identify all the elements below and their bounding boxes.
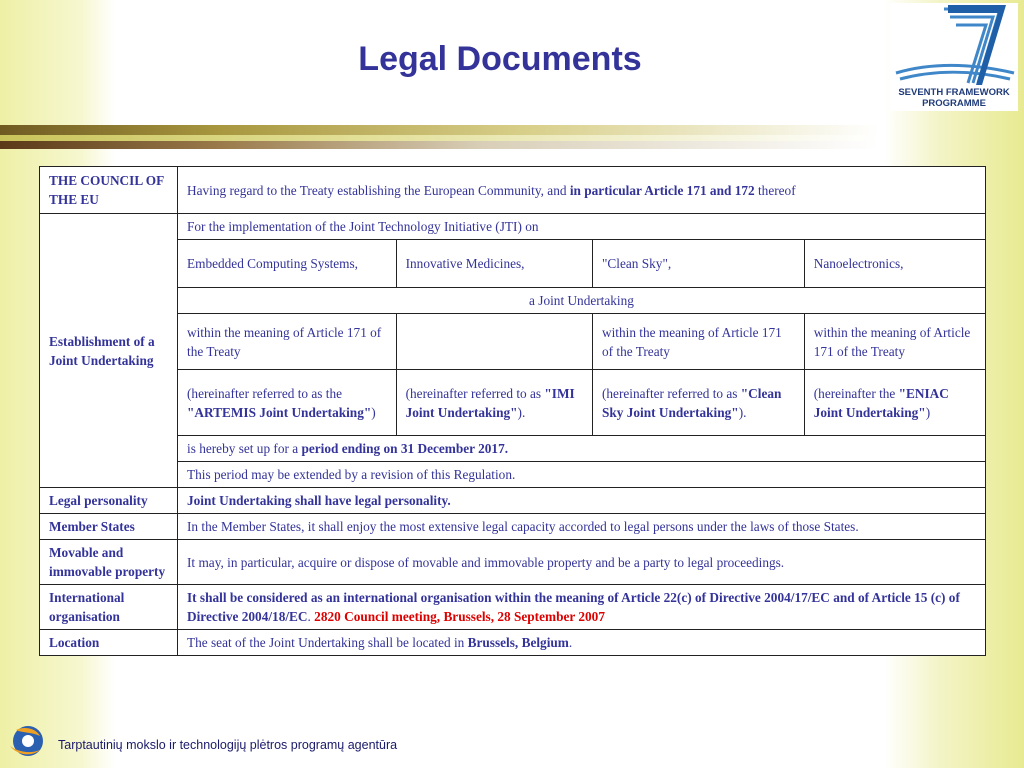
council-text-a: Having regard to the Treaty establishing the European Community, and: [187, 182, 570, 198]
implementation-text: For the implementation of the Joint Technology Initiative (JTI) on: [178, 214, 986, 240]
row-label-location: Location: [40, 630, 178, 656]
member-states-text: In the Member States, it shall enjoy the most extensive legal capacity accorded to legal persons under the laws of those States.: [178, 514, 986, 540]
movable-property-text: It may, in particular, acquire or dispose of movable and immovable property and be a party to legal proceedings.: [178, 540, 986, 585]
meaning-cell: within the meaning of Article 171 of the Treaty: [804, 314, 985, 370]
fp7-logo: [890, 3, 1018, 111]
initiative-cell: Innovative Medicines,: [396, 240, 592, 288]
table-row: [40, 370, 986, 436]
referred-cell: (hereinafter referred to as "IMI Joint Undertaking").: [396, 370, 592, 436]
table-row: [40, 630, 986, 656]
table-row: [40, 167, 986, 214]
row-label-council: THE COUNCIL OF THE EU: [40, 167, 178, 214]
referred-cell: (hereinafter referred to as the "ARTEMIS Joint Undertaking"): [178, 370, 397, 436]
clean-sky-name: "Clean Sky Joint Undertaking": [601, 385, 782, 420]
table-row: [40, 488, 986, 514]
table-row: [40, 314, 986, 370]
table-row: [40, 585, 986, 630]
table-row: [40, 240, 986, 288]
fp7-logo-line2: PROGRAMME: [922, 98, 986, 109]
table-row: [40, 214, 986, 240]
meaning-cell: [396, 314, 592, 370]
eniac-name: "ENIAC Joint Undertaking": [813, 385, 949, 420]
fp7-logo-line1: SEVENTH FRAMEWORK: [898, 87, 1010, 98]
meaning-cell: within the meaning of Article 171 of the Treaty: [178, 314, 397, 370]
council-text-c: thereof: [754, 182, 796, 198]
council-text: [178, 167, 986, 214]
fp7-seven-icon: [890, 3, 1018, 87]
table-row: [40, 514, 986, 540]
initiative-cell: Embedded Computing Systems,: [178, 240, 397, 288]
row-label-legal-personality: Legal personality: [40, 488, 178, 514]
table-row: [40, 436, 986, 462]
council-meeting-note: 2820 Council meeting, Brussels, 28 September 2007: [314, 609, 605, 624]
initiative-cell: "Clean Sky",: [592, 240, 804, 288]
legal-personality-text: Joint Undertaking shall have legal personality.: [178, 488, 986, 514]
extension-text: This period may be extended by a revision of this Regulation.: [178, 462, 986, 488]
meaning-cell: within the meaning of Article 171 of the Treaty: [592, 314, 804, 370]
imi-name: "IMI Joint Undertaking": [405, 385, 575, 420]
council-article-ref: in particular Article 171 and 172: [569, 182, 755, 198]
table-row: [40, 288, 986, 314]
table-row: [40, 540, 986, 585]
artemis-name: "ARTEMIS Joint Undertaking": [187, 404, 372, 420]
agency-logo-icon: [6, 724, 46, 760]
row-label-establishment: Establishment of a Joint Undertaking: [40, 214, 178, 488]
setup-text: is hereby set up for a period ending on 31 December 2017.: [178, 436, 986, 462]
row-label-international: International organisation: [40, 585, 178, 630]
referred-cell: (hereinafter referred to as "Clean Sky Joint Undertaking").: [592, 370, 804, 436]
row-label-movable-property: Movable and immovable property: [40, 540, 178, 585]
footer-agency-name: Tarptautinių mokslo ir technologijų plėtros programų agentūra: [58, 738, 398, 752]
location-text: The seat of the Joint Undertaking shall be located in Brussels, Belgium.: [178, 630, 986, 656]
header-stripe: [0, 125, 1024, 151]
joint-undertaking-text: a Joint Undertaking: [178, 288, 986, 314]
row-label-member-states: Member States: [40, 514, 178, 540]
location-city: Brussels, Belgium: [467, 635, 569, 650]
period-end: period ending on 31 December 2017.: [301, 441, 509, 456]
legal-documents-table: [39, 166, 986, 656]
slide-title: Legal Documents: [358, 40, 642, 78]
initiative-cell: Nanoelectronics,: [804, 240, 985, 288]
table-row: [40, 462, 986, 488]
international-text: It shall be considered as an international organisation within the meaning of Article 22(c) of Directive 2004/17/EC and of Article 15 (c) of Directive 2004/18/EC. 2820 Council meeting, Brussels, 28 September 2007: [178, 585, 986, 630]
referred-cell: (hereinafter the "ENIAC Joint Undertaking"): [804, 370, 985, 436]
